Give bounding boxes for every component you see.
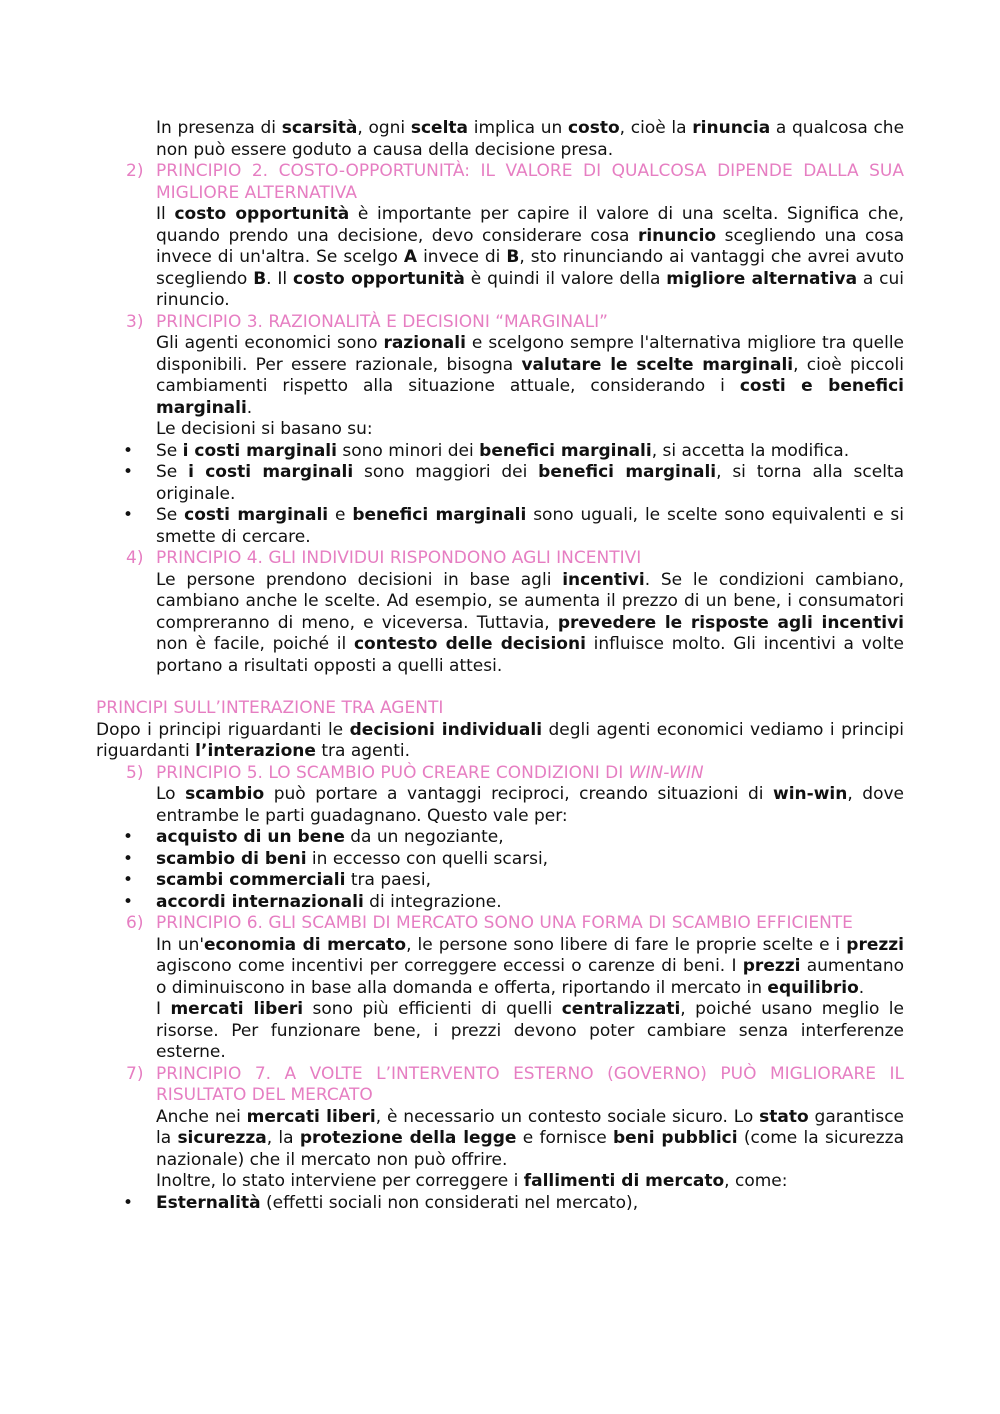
text: influisce molto. Gli incentivi a volte portano a risultati opposti a quelli attesi. bbox=[156, 634, 904, 676]
text: Lo bbox=[156, 784, 186, 804]
text: , è necessario un contesto sociale sicuro. Lo bbox=[375, 1106, 760, 1127]
list-item bbox=[96, 827, 904, 849]
text: , dove entrambe le parti guadagnano. Questo vale per: bbox=[156, 784, 904, 826]
bold-text: A bbox=[403, 247, 418, 267]
bold-text: benefici marginali bbox=[479, 440, 652, 461]
heading-text: PRINCIPIO 4. GLI INDIVIDUI RISPONDONO AGLI INCENTIVI bbox=[156, 548, 642, 568]
text: Se bbox=[156, 440, 183, 461]
bold-text: mercati liberi bbox=[246, 1106, 376, 1127]
section-intro bbox=[96, 720, 904, 763]
text: sono più efficienti di quelli bbox=[303, 999, 562, 1019]
text: tra paesi, bbox=[345, 870, 431, 890]
text: (effetti sociali non considerati nel mercato), bbox=[260, 1192, 639, 1213]
text: . bbox=[858, 977, 865, 998]
text: Dopo i principi riguardanti le bbox=[96, 719, 350, 740]
bold-text: costi e benefici marginali bbox=[156, 376, 905, 418]
principle-7-body-2 bbox=[96, 1171, 904, 1193]
bold-text: accordi internazionali bbox=[156, 891, 364, 912]
list-item bbox=[96, 892, 904, 914]
principle-3-heading bbox=[96, 312, 904, 334]
bold-text: stato bbox=[759, 1106, 809, 1127]
bold-text: Esternalità bbox=[156, 1192, 261, 1213]
principle-7-body bbox=[96, 1107, 904, 1172]
text: tra agenti. bbox=[315, 741, 411, 761]
bold-text: rinuncio bbox=[637, 225, 717, 246]
bullet-icon: • bbox=[123, 891, 134, 912]
text: (come la sicurezza nazionale) che il mercato non può offrire. bbox=[156, 1128, 905, 1170]
text: Gli agenti economici sono bbox=[156, 333, 384, 353]
list-item bbox=[96, 870, 904, 892]
bold-text: economia di mercato bbox=[204, 934, 407, 955]
bold-text: costo opportunità bbox=[174, 204, 350, 224]
list-item bbox=[96, 441, 904, 463]
document-page bbox=[96, 118, 904, 1214]
bold-text: benefici marginali bbox=[538, 462, 717, 482]
text: non è facile, poiché il bbox=[156, 634, 354, 654]
text: implica un bbox=[468, 118, 568, 138]
text: sono uguali, le scelte sono equivalenti e si smette di cercare. bbox=[156, 505, 904, 547]
heading-text: PRINCIPIO 7. A VOLTE L’INTERVENTO ESTERNO (GOVERNO) PUÒ MIGLIORARE IL RISULTATO DEL MERCATO bbox=[156, 1063, 904, 1105]
text: , poiché usano meglio le risorse. Per funzionare bene, i prezzi devono poter cambiare senza interferenze esterne. bbox=[156, 999, 904, 1062]
text: agiscono come incentivi per correggere eccessi o carenze di beni. I bbox=[156, 956, 743, 976]
text: sono maggiori dei bbox=[353, 462, 539, 482]
bold-text: costo opportunità bbox=[293, 268, 465, 289]
bold-text: costi marginali bbox=[184, 505, 329, 525]
bullet-icon: • bbox=[123, 1192, 134, 1213]
bold-text: prezzi bbox=[846, 934, 904, 955]
bold-text: mercati liberi bbox=[170, 999, 304, 1019]
bullet-icon: • bbox=[123, 827, 134, 847]
bold-text: decisioni individuali bbox=[349, 719, 543, 740]
principle-3-body bbox=[96, 333, 904, 419]
list-number: 2) bbox=[126, 161, 144, 181]
bold-text: scambi commerciali bbox=[156, 870, 346, 890]
list-item bbox=[96, 462, 904, 505]
text: è importante per capire il valore di una scelta. Significa che, quando prendo una decisione, devo considerare cosa bbox=[156, 204, 905, 246]
bold-text: prezzi bbox=[742, 956, 801, 976]
list-item bbox=[96, 1193, 904, 1215]
bold-text: centralizzati bbox=[561, 999, 681, 1019]
text: in eccesso con quelli scarsi, bbox=[306, 848, 549, 869]
text: , le persone sono libere di fare le proprie scelte e i bbox=[406, 934, 847, 955]
text: sono minori dei bbox=[336, 440, 480, 461]
text: In un' bbox=[156, 934, 205, 955]
bullet-icon: • bbox=[123, 870, 134, 890]
text: e scelgono sempre l'alternativa migliore tra quelle disponibili. Per essere razionale, bisogna bbox=[156, 333, 905, 375]
spacer bbox=[96, 677, 904, 698]
principle-2-heading bbox=[96, 161, 904, 204]
text: invece di bbox=[417, 247, 507, 267]
bold-text: equilibrio bbox=[767, 977, 859, 998]
text: e bbox=[328, 505, 353, 525]
text: Se bbox=[156, 505, 185, 525]
bold-text: i costi marginali bbox=[182, 440, 337, 461]
list-number: 4) bbox=[126, 548, 144, 568]
bold-text: i costi marginali bbox=[188, 462, 354, 482]
text: I bbox=[156, 999, 171, 1019]
text: degli agenti economici vediamo i principi riguardanti bbox=[96, 719, 904, 761]
list-number: 3) bbox=[126, 311, 144, 332]
list-item bbox=[96, 849, 904, 871]
bold-text: l’interazione bbox=[195, 741, 316, 761]
bold-text: fallimenti di mercato bbox=[523, 1171, 725, 1191]
text: aumentano o diminuiscono in base alla domanda e offerta, riportando il mercato in bbox=[156, 956, 904, 998]
text: può portare a vantaggi reciproci, creando situazioni di bbox=[264, 784, 774, 804]
bold-text: B bbox=[253, 268, 267, 289]
intro-paragraph bbox=[96, 118, 904, 161]
principle-4-heading bbox=[96, 548, 904, 570]
text: scegliendo una cosa invece di un'altra. Se scelgo bbox=[156, 225, 904, 267]
text: di integrazione. bbox=[363, 891, 502, 912]
principle-6-body bbox=[96, 935, 904, 1000]
bold-text: razionali bbox=[383, 333, 466, 353]
heading-text: PRINCIPIO 5. LO SCAMBIO PUÒ CREARE CONDIZIONI DI bbox=[156, 762, 629, 783]
principle-4-body bbox=[96, 570, 904, 678]
principle-5-heading bbox=[96, 763, 904, 785]
text: a cui rinuncio. bbox=[156, 268, 905, 310]
text: , cioè la bbox=[619, 118, 693, 138]
principle-6-body-2 bbox=[96, 999, 904, 1064]
text: Le persone prendono decisioni in base agli bbox=[156, 569, 563, 590]
text: e fornisce bbox=[516, 1128, 613, 1148]
principle-7-heading bbox=[96, 1064, 904, 1107]
principle-5-body bbox=[96, 784, 904, 827]
list-number: 6) bbox=[126, 913, 144, 933]
heading-text: PRINCIPIO 3. RAZIONALITÀ E DECISIONI “MARGINALI” bbox=[156, 311, 608, 332]
principle-2-body bbox=[96, 204, 904, 312]
text: , la bbox=[266, 1128, 300, 1148]
bold-text: beni pubblici bbox=[612, 1128, 738, 1148]
text: . Se le condizioni cambiano, cambiano anche le scelte. Ad esempio, se aumenta il prezzo di un bene, i consumatori compreranno di meno, e viceversa. Tuttavia, bbox=[156, 569, 905, 633]
text: Anche nei bbox=[156, 1106, 247, 1127]
bold-text: scambio di beni bbox=[156, 848, 307, 869]
text: . Il bbox=[266, 268, 294, 289]
bold-text: rinuncia bbox=[692, 118, 771, 138]
text: Il bbox=[156, 204, 175, 224]
text: da un negoziante, bbox=[344, 827, 504, 847]
text: Se bbox=[156, 462, 189, 482]
bold-text: incentivi bbox=[562, 569, 645, 590]
bold-text: scarsità bbox=[281, 118, 358, 138]
text: a qualcosa che non può essere goduto a causa della decisione presa. bbox=[156, 118, 905, 160]
text: , si accetta la modifica. bbox=[651, 440, 850, 461]
principle-6-heading bbox=[96, 913, 904, 935]
section-heading: PRINCIPI SULL’INTERAZIONE TRA AGENTI bbox=[96, 698, 444, 718]
principle-3-basis: Le decisioni si basano su: bbox=[156, 419, 373, 439]
text: In presenza di bbox=[156, 118, 282, 138]
bold-text: acquisto di un bene bbox=[156, 827, 345, 847]
text: , cioè piccoli cambiamenti rispetto alla situazione attuale, considerando i bbox=[156, 354, 904, 396]
bold-text: costo bbox=[567, 118, 620, 138]
bold-text: contesto delle decisioni bbox=[353, 634, 586, 654]
text: . bbox=[246, 397, 253, 418]
text: , sto rinunciando ai vantaggi che avrei avuto scegliendo bbox=[156, 247, 904, 289]
bold-text: migliore alternativa bbox=[666, 268, 858, 289]
text: Inoltre, lo stato interviene per correggere i bbox=[156, 1171, 524, 1191]
heading-text: PRINCIPIO 6. GLI SCAMBI DI MERCATO SONO UNA FORMA DI SCAMBIO EFFICIENTE bbox=[156, 913, 853, 933]
bold-text: protezione della legge bbox=[299, 1128, 517, 1148]
bold-text: benefici marginali bbox=[352, 505, 527, 525]
text: garantisce la bbox=[156, 1106, 904, 1148]
bullet-icon: • bbox=[123, 848, 134, 869]
italic-text: WIN-WIN bbox=[628, 762, 704, 783]
heading-text: PRINCIPIO 2. COSTO-OPPORTUNITÀ: IL VALORE DI QUALCOSA DIPENDE DALLA SUA MIGLIORE ALTERNATIVA bbox=[156, 161, 904, 203]
bold-text: prevedere le risposte agli incentivi bbox=[557, 612, 904, 633]
bold-text: B bbox=[506, 247, 520, 267]
bold-text: valutare le scelte marginali bbox=[521, 354, 794, 375]
list-number: 5) bbox=[126, 762, 144, 783]
bold-text: win-win bbox=[773, 784, 848, 804]
text: è quindi il valore della bbox=[464, 268, 667, 289]
list-item bbox=[96, 505, 904, 548]
bold-text: sicurezza bbox=[177, 1128, 267, 1148]
bold-text: scelta bbox=[410, 118, 469, 138]
bold-text: scambio bbox=[185, 784, 265, 804]
text: , si torna alla scelta originale. bbox=[156, 462, 905, 504]
list-number: 7) bbox=[126, 1063, 144, 1084]
text: , ogni bbox=[357, 118, 411, 138]
text: , come: bbox=[724, 1171, 788, 1191]
bullet-icon: • bbox=[123, 462, 134, 482]
bullet-icon: • bbox=[123, 505, 134, 525]
bullet-icon: • bbox=[123, 440, 134, 461]
